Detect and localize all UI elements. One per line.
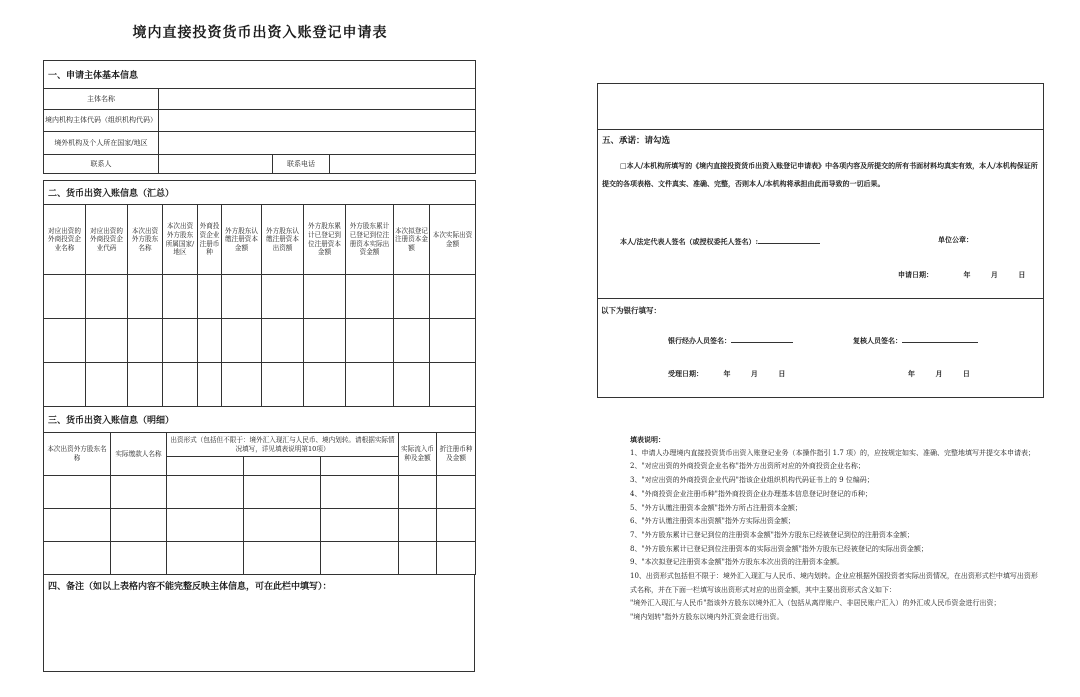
country-field[interactable] [159, 132, 476, 155]
col-subscribed-contribution: 外方股东认缴注册资本出资额 [262, 205, 304, 275]
section1-heading: 一、申请主体基本信息 [44, 61, 476, 89]
col-planned-capital: 本次拟登记注册资本金额 [394, 205, 430, 275]
col-cumulative-actual: 外方股东累计已登记到位注册资本实际出资金额 [346, 205, 394, 275]
handler-signature-line[interactable] [731, 334, 793, 343]
col-subscribed-capital: 外方股东认缴注册资本金额 [222, 205, 262, 275]
table-row [44, 319, 476, 363]
contact-label: 联系人 [44, 155, 159, 174]
col-actual-contribution: 本次实际出资金额 [430, 205, 476, 275]
col-cumulative-capital: 外方股东累计已登记到位注册资本金额 [304, 205, 346, 275]
day-label: 日 [1018, 270, 1026, 279]
signature-line[interactable] [758, 235, 820, 244]
note-item: "境内划转"指外方股东以境内外汇资金进行出资。 [630, 613, 784, 622]
reviewer-signature-label: 复核人员签名： [853, 336, 902, 345]
note-item: 3、"对应出资的外商投资企业代码"指该企业组织机构代码证书上的 9 位编码； [630, 476, 874, 485]
table-row [44, 476, 476, 509]
note-item: 8、"外方股东累计已登记到位注册资本的实际出资金额"指外方股东已经被登记的实际出资金额； [630, 544, 928, 553]
handler-signature-label: 银行经办人员签名： [668, 336, 731, 345]
note-item: 5、"外方认缴注册资本金额"指外方所占注册资本金额； [630, 503, 802, 512]
section1-table [43, 60, 476, 174]
subject-name-field[interactable] [159, 89, 476, 110]
bank-month-label: 月 [750, 369, 758, 378]
section4-table [43, 574, 475, 672]
section3-table [43, 406, 476, 575]
phone-label: 联系电话 [273, 155, 330, 174]
col-detail-converted: 折注册币种及金额 [437, 433, 476, 476]
bank-year2-label: 年 [908, 369, 915, 378]
col-registered-currency: 外商投资企业注册币种 [198, 205, 222, 275]
table-row [44, 542, 476, 575]
bank-month2-label: 月 [935, 369, 943, 378]
subject-name-label: 主体名称 [44, 89, 159, 110]
signature-label: 本人/法定代表人签名（或授权委托人签名）: [620, 237, 759, 246]
bank-day-label: 日 [778, 369, 786, 378]
note-item: "境外汇入现汇与人民币"指该外方股东以境外汇入（包括从离岸账户、非居民账户汇入）的外汇或人民币资金进行出资； [630, 599, 1001, 608]
top-blank-box [597, 83, 1044, 130]
bank-box [597, 297, 1044, 398]
note-item: 10、出资形式包括但不限于：境外汇入现汇与人民币、境内划转。企业应根据外国投资者实际出资情况，在出资形式栏中填写出资形式名称，并在下面一栏填写该出资形式对应的出资金额，其中主要出资形式含义如下： [630, 572, 1038, 594]
application-date-label: 申请日期： [898, 270, 933, 279]
note-item: 1、申请人办理境内直接投资货币出资入账登记业务（本操作指引 1.7 项）的，应按规定如实、准确、完整地填写并提交本申请表； [630, 448, 1036, 457]
col-shareholder-country: 本次出资外方股东所属国家/地区 [163, 205, 198, 275]
note-item: 2、"对应出资的外商投资企业名称"指外方出资所对应的外商投资企业名称； [630, 462, 865, 471]
table-row [44, 275, 476, 319]
table-row [44, 509, 476, 542]
col-shareholder-name: 本次出资外方股东名称 [128, 205, 163, 275]
note-item: 7、"外方股东累计已登记到位的注册资本金额"指外方股东已经被登记到位的注册资本金额； [630, 530, 914, 539]
note-item: 9、"本次拟登记注册资本金额"指外方股东本次出资的注册资本金额。 [630, 558, 844, 567]
entity-code-field[interactable] [159, 110, 476, 132]
col-detail-shareholder: 本次出资外方股东名称 [44, 433, 111, 476]
section2-table [43, 180, 476, 407]
filling-instructions [612, 433, 1040, 625]
col-detail-currency: 实际流入币种及金额 [399, 433, 437, 476]
bank-day2-label: 日 [962, 369, 970, 378]
bank-heading: 以下为银行填写： [601, 306, 661, 315]
seal-label: 单位公章： [938, 235, 973, 244]
col-enterprise-name: 对应出资的外商投资企业名称 [44, 205, 86, 275]
col-detail-payer: 实际缴款人名称 [111, 433, 167, 476]
section3-heading: 三、货币出资入账信息（明细） [44, 407, 476, 433]
note-item: 4、"外商投资企业注册币种"指外商投资企业办理基本信息登记时登记的币种； [630, 489, 872, 498]
form-title: 境内直接投资货币出资入账登记申请表 [132, 25, 388, 41]
entity-code-label: 境内机构主体代码（组织机构代码） [44, 110, 159, 132]
col-enterprise-code: 对应出资的外商投资企业代码 [86, 205, 128, 275]
note-item: 6、"外方认缴注册资本出资额"指外方实际出资金额； [630, 517, 795, 526]
col-detail-form: 出资形式（包括但不限于：境外汇入现汇与人民币、境内划转。请根据实际情况填写，详见填表说明第10项） [167, 433, 399, 457]
section2-heading: 二、货币出资入账信息（汇总） [44, 181, 476, 205]
year-label: 年 [963, 270, 971, 279]
section5-heading: 五、承诺：请勾选 [602, 136, 671, 146]
reviewer-signature-line[interactable] [902, 334, 978, 343]
accept-date-label: 受理日期： [668, 369, 703, 378]
country-label: 境外机构及个人所在国家/地区 [44, 132, 159, 155]
phone-field[interactable] [330, 155, 476, 174]
month-label: 月 [990, 270, 998, 279]
notes-title: 填表说明： [630, 435, 665, 444]
commitment-text[interactable]: □本人/本机构所填写的《境内直接投资货币出资入账登记申请表》中各项内容及所提交的所有书面材料均真实有效，本人/本机构保证所提交的各项表格、文件真实、准确、完整，否则本人/本机构将承担由此而导致的一切后果。 [602, 161, 1038, 188]
table-row [44, 363, 476, 407]
contact-field[interactable] [159, 155, 273, 174]
bank-year-label: 年 [723, 369, 731, 378]
commitment-box [597, 129, 1044, 299]
section4-heading: 四、备注（如以上表格内容不能完整反映主体信息，可在此栏中填写）： [44, 575, 475, 672]
